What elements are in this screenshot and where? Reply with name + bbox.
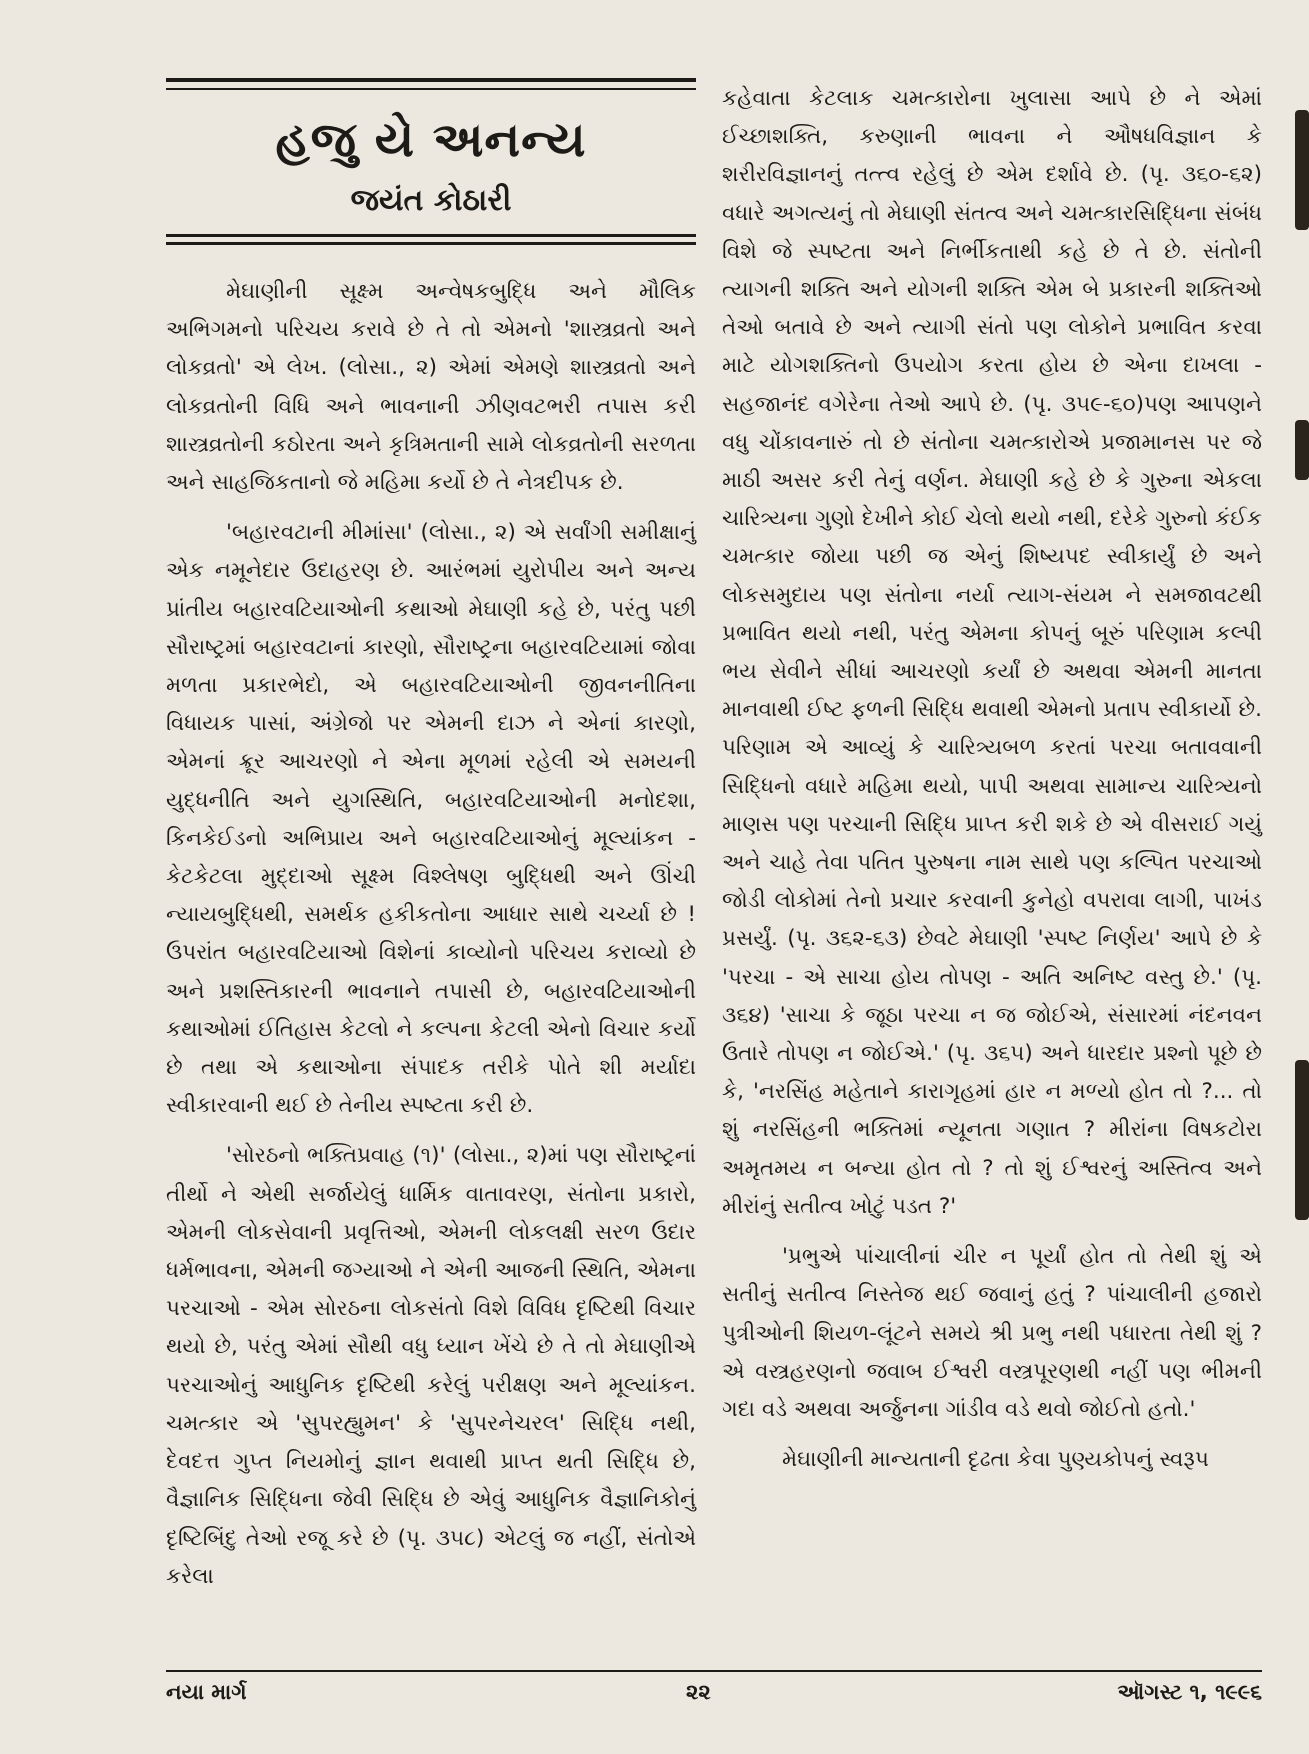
magazine-name: નયા માર્ગ: [166, 1680, 247, 1704]
right-paragraph-2: 'પ્રભુએ પાંચાલીનાં ચીર ન પૂર્યાં હોત તો તેથી શું એ સતીનું સતીત્વ નિસ્તેજ થઈ જવાનું હતું ? પાંચાલીની હજારો પુત્રીઓની શિયળ-લૂંટને સમયે શ્રી પ્રભુ નથી પધારતા તેથી શું ? એ વસ્ત્રહરણનો જવાબ ઈશ્વરી વસ્ત્રપૂરણથી નહીં પણ ભીમની ગદા વડે અથવા અર્જુનના ગાંડીવ વડે થવો જોઈતો હતો.': [722, 1244, 1262, 1422]
issue-date: ઑગસ્ટ ૧, ૧૯૯૬: [1117, 1680, 1262, 1704]
page-edge-stain: [1295, 420, 1309, 480]
right-column: [722, 80, 1262, 1479]
page-footer: [166, 1670, 1262, 1710]
top-rule-thin: [166, 88, 696, 90]
left-paragraph-2: 'બહારવટાની મીમાંસા' (લોસા., ૨) એ સર્વાંગી સમીક્ષાનું એક નમૂનેદાર ઉદાહરણ છે. આરંભમાં યુરોપીય અને અન્ય પ્રાંતીય બહારવટિયાઓની કથાઓ મેઘાણી કહે છે, પરંતુ પછી સૌરાષ્ટ્રમાં બહારવટાનાં કારણો, સૌરાષ્ટ્રના બહારવટિયામાં જોવા મળતા પ્રકારભેદો, એ બહારવટિયાઓની જીવનનીતિના વિધાયક પાસાં, અંગ્રેજો પર એમની દાઝ ને એનાં કારણો, એમનાં ક્રૂર આચરણો ને એના મૂળમાં રહેલી એ સમયની યુદ્ધનીતિ અને યુગસ્થિતિ, બહારવટિયાઓની મનોદશા, કિનકેઈડનો અભિપ્રાય અને બહારવટિયાઓનું મૂલ્યાંકન - કેટકેટલા મુદ્દાઓ સૂક્ષ્મ વિશ્લેષણ બુદ્ધિથી અને ઊંચી ન્યાયબુદ્ધિથી, સમર્થક હકીકતોના આધાર સાથે ચર્ચ્યા છે ! ઉપરાંત બહારવટિયાઓ વિશેનાં કાવ્યોનો પરિચય કરાવ્યો છે અને પ્રશસ્તિકારની ભાવનાને તપાસી છે, બહારવટિયાઓની કથાઓમાં ઈતિહાસ કેટલો ને કલ્પના કેટલી એનો વિચાર કર્યો છે તથા એ કથાઓના સંપાદક તરીકે પોતે શી મર્યાદા સ્વીકારવાની થઈ છે તેનીય સ્પષ્ટતા કરી છે.: [166, 520, 696, 1119]
article-title: હજુ યે અનન્ય: [275, 112, 587, 168]
article-author: જયંત કોઠારી: [350, 183, 512, 218]
left-paragraph-1: મેઘાણીની સૂક્ષ્મ અન્વેષકબુદ્ધિ અને મૌલિક અભિગમનો પરિચય કરાવે છે તે તો એમનો 'શાસ્ત્રવ્રતો અને લોકવ્રતો' એ લેખ. (લોસા., ૨) એમાં એમણે શાસ્ત્રવ્રતો અને લોકવ્રતોની વિધિ અને ભાવનાની ઝીણવટભરી તપાસ કરી શાસ્ત્રવ્રતોની કઠોરતા અને કૃત્રિમતાની સામે લોકવ્રતોની સરળતા અને સાહજિકતાનો જે મહિમા કર્યો છે તે નેત્રદીપક છે.: [166, 279, 696, 496]
page-number: ૨૨: [686, 1680, 711, 1704]
right-paragraph-3: મેઘાણીની માન્યતાની દૃઢતા કેવા પુણ્યકોપનું સ્વરૂપ: [782, 1447, 1209, 1473]
page-edge-stain: [1295, 1060, 1309, 1220]
left-column: [166, 78, 696, 1596]
left-paragraph-3: 'સોરઠનો ભક્તિપ્રવાહ (૧)' (લોસા., ૨)માં પણ સૌરાષ્ટ્રનાં તીર્થો ને એથી સર્જાયેલું ધાર્મિક વાતાવરણ, સંતોના પ્રકારો, એમની લોકસેવાની પ્રવૃત્તિઓ, એમની લોકલક્ષી સરળ ઉદાર ધર્મભાવના, એમની જગ્યાઓ ને એની આજની સ્થિતિ, એમના પરચાઓ - એમ સોરઠના લોકસંતો વિશે વિવિધ દૃષ્ટિથી વિચાર થયો છે, પરંતુ એમાં સૌથી વધુ ધ્યાન ખેંચે છે તે તો મેઘાણીએ પરચાઓનું આધુનિક દૃષ્ટિથી કરેલું પરીક્ષણ અને મૂલ્યાંકન. ચમત્કાર એ 'સુપરહ્યુમન' કે 'સુપરનેચરલ' સિદ્ધિ નથી, દેવદત્ત ગુપ્ત નિયમોનું જ્ઞાન થવાથી પ્રાપ્ત થતી સિદ્ધિ છે, વૈજ્ઞાનિક સિદ્ધિના જેવી સિદ્ધિ છે એવું આધુનિક વૈજ્ઞાનિકોનું દૃષ્ટિબિંદુ તેઓ રજૂ કરે છે (પૃ. ૩૫૮) એટલું જ નહીં, સંતોએ કરેલા: [166, 1143, 696, 1589]
title-divider: [166, 234, 696, 245]
page-edge-stain: [1295, 110, 1309, 230]
footer-rule: [166, 1670, 1262, 1672]
top-rule: [166, 78, 696, 82]
right-paragraph-1: કહેવાતા કેટલાક ચમત્કારોના ખુલાસા આપે છે ને એમાં ઈચ્છાશક્તિ, કરુણાની ભાવના ને ઔષધવિજ્ઞાન કે શરીરવિજ્ઞાનનું તત્ત્વ રહેલું છે એમ દર્શાવે છે. (પૃ. ૩૬૦-૬૨) વધારે અગત્યનું તો મેઘાણી સંતત્વ અને ચમત્કારસિદ્ધિના સંબંધ વિશે જે સ્પષ્ટતા અને નિર્ભીકતાથી કહે છે તે છે. સંતોની ત્યાગની શક્તિ અને યોગની શક્તિ એમ બે પ્રકારની શક્તિઓ તેઓ બતાવે છે અને ત્યાગી સંતો પણ લોકોને પ્રભાવિત કરવા માટે યોગશક્તિનો ઉપયોગ કરતા હોય છે એના દાખલા - સહજાનંદ વગેરેના તેઓ આપે છે. (પૃ. ૩૫૯-૬૦)પણ આપણને વધુ ચોંકાવનારું તો છે સંતોના ચમત્કારોએ પ્રજામાનસ પર જે માઠી અસર કરી તેનું વર્ણન. મેઘાણી કહે છે કે ગુરુના એકલા ચારિત્ર્યના ગુણો દેખીને કોઈ ચેલો થયો નથી, દરેકે ગુરુનો કંઈક ચમત્કાર જોયા પછી જ એનું શિષ્યપદ સ્વીકાર્યું છે અને લોકસમુદાય પણ સંતોના નર્યા ત્યાગ-સંયમ ને સમજાવટથી પ્રભાવિત થયો નથી, પરંતુ એમના કોપનું બૂરું પરિણામ કલ્પી ભય સેવીને સીધાં આચરણો કર્યાં છે અથવા એમની માનતા માનવાથી ઈષ્ટ ફળની સિદ્ધિ થવાથી એમનો પ્રતાપ સ્વીકાર્યો છે. પરિણામ એ આવ્યું કે ચારિત્ર્યબળ કરતાં પરચા બતાવવાની સિદ્ધિનો વધારે મહિમા થયો, પાપી અથવા સામાન્ય ચારિત્ર્યનો માણસ પણ પરચાની સિદ્ધિ પ્રાપ્ત કરી શકે છે એ વીસરાઈ ગયું અને ચાહે તેવા પતિત પુરુષના નામ સાથે પણ કલ્પિત પરચાઓ જોડી લોકોમાં તેનો પ્રચાર કરવાની કુનેહો વપરાવા લાગી, પાખંડ પ્રસર્યું. (પૃ. ૩૬૨-૬૩) છેવટે મેઘાણી 'સ્પષ્ટ નિર્ણય' આપે છે કે 'પરચા - એ સાચા હોય તોપણ - અતિ અનિષ્ટ વસ્તુ છે.' (પૃ. ૩૬૪) 'સાચા કે જૂઠા પરચા ન જ જોઈએ, સંસારમાં નંદનવન ઉતારે તોપણ ન જોઈએ.' (પૃ. ૩૬૫) અને ધારદાર પ્રશ્નો પૂછે છે કે, 'નરસિંહ મહેતાને કારાગૃહમાં હાર ન મળ્યો હોત તો ?... તો શું નરસિંહની ભક્તિમાં ન્યૂનતા ગણાત ? મીરાંના વિષકટોરા અમૃતમય ન બન્યા હોત તો ? તો શું ઈશ્વરનું અસ્તિત્વ અને મીરાંનું સતીત્વ ખોટું પડત ?': [722, 86, 1262, 1219]
